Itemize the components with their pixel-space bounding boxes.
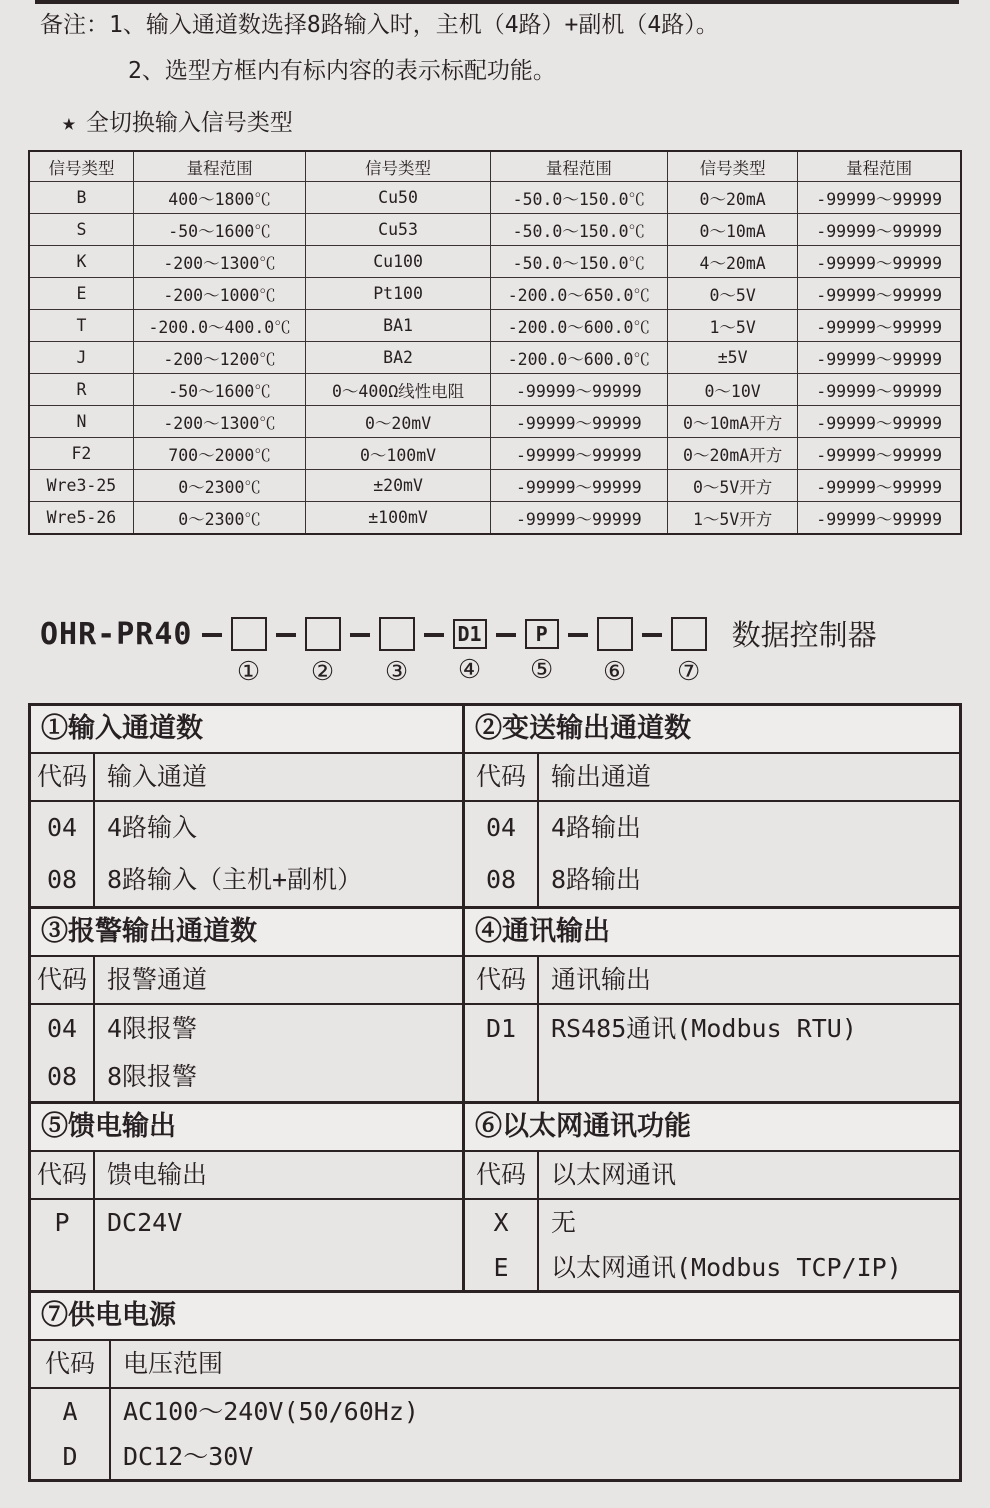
desc-column xyxy=(539,1200,959,1290)
code-box-3 xyxy=(379,617,415,651)
signal-header-row xyxy=(29,151,961,182)
signal-header-cell: 信号类型 xyxy=(29,151,133,182)
signal-cell: -99999～99999 xyxy=(798,406,961,438)
desc-column xyxy=(95,802,462,906)
dash xyxy=(202,633,222,637)
signal-cell: -200～1300℃ xyxy=(133,246,305,278)
signal-row xyxy=(29,374,961,406)
table-body xyxy=(465,802,959,906)
signal-cell: 0～20mA开方 xyxy=(667,438,797,470)
dash xyxy=(350,633,370,637)
code-column xyxy=(465,802,539,906)
selection-row-3 xyxy=(31,1101,959,1290)
code-value: 04 xyxy=(46,1014,78,1043)
table-title: ③报警输出通道数 xyxy=(31,909,462,957)
signal-cell: 0～100mV xyxy=(306,438,491,470)
signal-row xyxy=(29,342,961,374)
signal-header-cell: 量程范围 xyxy=(133,151,305,182)
table-header-row xyxy=(465,957,959,1005)
table-header-row xyxy=(31,1341,959,1389)
signal-row xyxy=(29,214,961,246)
signal-cell: Wre5-26 xyxy=(29,502,133,535)
table-title: ⑤馈电输出 xyxy=(31,1104,462,1152)
signal-cell: ±20mV xyxy=(306,470,491,502)
signal-row xyxy=(29,182,961,214)
code-value: 08 xyxy=(46,1062,78,1091)
table-alarm-output-channels xyxy=(31,909,462,1101)
table-title: ④通讯输出 xyxy=(465,909,959,957)
note-2-text: 2、选型方框内有标内容的表示标配功能。 xyxy=(128,58,556,84)
table-input-channels xyxy=(31,706,462,906)
code-position-3 xyxy=(379,617,415,686)
code-position-6 xyxy=(597,617,633,686)
code-column xyxy=(31,1389,111,1479)
table-body xyxy=(31,1389,959,1479)
signal-cell: -99999～99999 xyxy=(490,406,667,438)
signal-cell: 4～20mA xyxy=(667,246,797,278)
code-header: 代码 xyxy=(31,1341,111,1387)
notes-block xyxy=(40,10,719,86)
signal-cell: -50～1600℃ xyxy=(133,374,305,406)
signal-header-cell: 信号类型 xyxy=(306,151,491,182)
signal-cell: ±5V xyxy=(667,342,797,374)
desc-header: 输出通道 xyxy=(551,762,652,791)
product-name: 数据控制器 xyxy=(731,618,877,652)
code-value: 04 xyxy=(46,813,78,842)
signal-cell: -99999～99999 xyxy=(490,438,667,470)
desc-column xyxy=(95,1200,462,1290)
signal-row xyxy=(29,406,961,438)
desc-value: DC12～30V xyxy=(123,1442,254,1471)
signal-header-cell: 量程范围 xyxy=(490,151,667,182)
signal-cell: -99999～99999 xyxy=(798,310,961,342)
signal-cell: 1～5V开方 xyxy=(667,502,797,535)
signal-cell: 0～10mA开方 xyxy=(667,406,797,438)
circled-number-3: ③ xyxy=(384,657,409,687)
code-position-4 xyxy=(453,617,487,684)
selection-cell xyxy=(31,1104,465,1290)
selection-row-1 xyxy=(31,706,959,906)
code-value: 04 xyxy=(485,813,517,842)
desc-value: 8限报警 xyxy=(107,1062,198,1091)
dash xyxy=(276,633,296,637)
desc-value: 8路输出 xyxy=(551,865,642,894)
desc-header: 输入通道 xyxy=(107,762,208,791)
note-line-1 xyxy=(40,10,719,40)
code-box-1 xyxy=(231,617,267,651)
signal-row xyxy=(29,310,961,342)
signal-row xyxy=(29,278,961,310)
signal-cell: J xyxy=(29,342,133,374)
dash xyxy=(496,633,516,637)
selection-cell xyxy=(31,909,465,1101)
table-title: ⑦供电电源 xyxy=(31,1293,959,1341)
code-position-2 xyxy=(305,617,341,686)
code-column xyxy=(465,1005,539,1101)
signal-cell: -50.0～150.0℃ xyxy=(490,182,667,214)
table-body xyxy=(465,1200,959,1290)
code-header: 代码 xyxy=(31,957,95,1003)
notes-label: 备注： xyxy=(40,12,109,38)
signal-cell: -99999～99999 xyxy=(798,342,961,374)
note-line-2 xyxy=(40,56,719,86)
dash xyxy=(642,633,662,637)
signal-cell: E xyxy=(29,278,133,310)
code-value: 08 xyxy=(46,865,78,894)
signal-cell: R xyxy=(29,374,133,406)
circled-number-1: ① xyxy=(236,657,261,687)
selection-cell xyxy=(465,706,959,906)
signal-cell: 0～5V开方 xyxy=(667,470,797,502)
signal-cell: -99999～99999 xyxy=(798,278,961,310)
table-header-row xyxy=(31,754,462,802)
code-box-4: D1 xyxy=(453,619,487,649)
signal-cell: -99999～99999 xyxy=(490,374,667,406)
signal-cell: -200.0～400.0℃ xyxy=(133,310,305,342)
signal-header-cell: 信号类型 xyxy=(667,151,797,182)
desc-header: 电压范围 xyxy=(123,1349,224,1378)
signal-cell: -50.0～150.0℃ xyxy=(490,246,667,278)
desc-column xyxy=(95,1005,462,1101)
signal-cell: -99999～99999 xyxy=(798,502,961,535)
desc-value: 以太网通讯(Modbus TCP/IP) xyxy=(551,1253,902,1282)
signal-section-heading xyxy=(62,104,293,137)
signal-cell: -99999～99999 xyxy=(490,502,667,535)
signal-cell: Cu100 xyxy=(306,246,491,278)
desc-column xyxy=(539,1005,959,1101)
signal-cell: -200～1000℃ xyxy=(133,278,305,310)
code-position-5 xyxy=(525,617,559,684)
circled-number-7: ⑦ xyxy=(676,657,701,687)
selection-cell xyxy=(465,1104,959,1290)
table-feed-output xyxy=(31,1104,462,1290)
code-box-7 xyxy=(671,617,707,651)
desc-header: 通讯输出 xyxy=(551,965,652,994)
table-title: ②变送输出通道数 xyxy=(465,706,959,754)
table-body xyxy=(465,1005,959,1101)
table-header-row xyxy=(31,1152,462,1200)
desc-value: 4限报警 xyxy=(107,1014,198,1043)
signal-row xyxy=(29,502,961,535)
signal-row xyxy=(29,246,961,278)
signal-cell: 0～20mA xyxy=(667,182,797,214)
table-communication-output xyxy=(465,909,959,1101)
signal-header-cell: 量程范围 xyxy=(798,151,961,182)
code-header: 代码 xyxy=(465,754,539,800)
signal-cell: Pt100 xyxy=(306,278,491,310)
signal-cell: 0～5V xyxy=(667,278,797,310)
table-body xyxy=(31,802,462,906)
dash xyxy=(424,633,444,637)
model-prefix: OHR-PR40 xyxy=(40,617,193,652)
signal-cell: -200.0～600.0℃ xyxy=(490,342,667,374)
selection-cell xyxy=(31,706,465,906)
signal-cell: 0～20mV xyxy=(306,406,491,438)
desc-value: 无 xyxy=(551,1208,577,1237)
signal-cell: -50～1600℃ xyxy=(133,214,305,246)
signal-cell: BA2 xyxy=(306,342,491,374)
code-column xyxy=(31,1005,95,1101)
signal-cell: 0～10mA xyxy=(667,214,797,246)
circled-number-6: ⑥ xyxy=(602,657,627,687)
desc-column xyxy=(111,1389,959,1479)
table-title: ⑥以太网通讯功能 xyxy=(465,1104,959,1152)
code-column xyxy=(465,1200,539,1290)
signal-cell: 700～2000℃ xyxy=(133,438,305,470)
code-value: D xyxy=(62,1442,78,1471)
desc-value: AC100～240V(50/60Hz) xyxy=(123,1397,419,1426)
star-icon: ★ xyxy=(62,110,76,136)
desc-column xyxy=(539,802,959,906)
signal-cell: -200～1300℃ xyxy=(133,406,305,438)
table-header-row xyxy=(31,957,462,1005)
signal-cell: B xyxy=(29,182,133,214)
table-transmit-output-channels xyxy=(465,706,959,906)
signal-row xyxy=(29,438,961,470)
code-value: D1 xyxy=(485,1014,517,1043)
dash xyxy=(568,633,588,637)
signal-cell: Cu50 xyxy=(306,182,491,214)
signal-cell: -99999～99999 xyxy=(798,470,961,502)
signal-cell: -99999～99999 xyxy=(798,438,961,470)
code-header: 代码 xyxy=(31,1152,95,1198)
code-box-6 xyxy=(597,617,633,651)
code-value: P xyxy=(54,1208,70,1237)
signal-cell: ±100mV xyxy=(306,502,491,535)
circled-number-2: ② xyxy=(310,657,335,687)
code-header: 代码 xyxy=(31,754,95,800)
code-position-7 xyxy=(671,617,707,686)
signal-cell: 0～10V xyxy=(667,374,797,406)
desc-header: 以太网通讯 xyxy=(551,1160,677,1189)
selection-cell xyxy=(31,1293,959,1479)
desc-value: 8路输入（主机+副机） xyxy=(107,865,363,894)
table-ethernet-function xyxy=(465,1104,959,1290)
desc-header: 报警通道 xyxy=(107,965,208,994)
signal-cell: F2 xyxy=(29,438,133,470)
code-value: E xyxy=(493,1253,509,1282)
desc-value: DC24V xyxy=(107,1208,183,1237)
selection-tables xyxy=(28,703,962,1482)
signal-cell: T xyxy=(29,310,133,342)
signal-cell: Cu53 xyxy=(306,214,491,246)
signal-cell: 0～2300℃ xyxy=(133,502,305,535)
signal-cell: BA1 xyxy=(306,310,491,342)
code-position-1 xyxy=(231,617,267,686)
code-value: 08 xyxy=(485,865,517,894)
signal-cell: -99999～99999 xyxy=(490,470,667,502)
signal-cell: 0～2300℃ xyxy=(133,470,305,502)
table-body xyxy=(31,1200,462,1290)
signal-cell: -99999～99999 xyxy=(798,374,961,406)
code-value: X xyxy=(493,1208,509,1237)
table-title: ①输入通道数 xyxy=(31,706,462,754)
circled-number-5: ⑤ xyxy=(529,655,554,685)
table-header-row xyxy=(465,1152,959,1200)
code-header: 代码 xyxy=(465,957,539,1003)
desc-value: 4路输出 xyxy=(551,813,642,842)
desc-value: 4路输入 xyxy=(107,813,198,842)
code-header: 代码 xyxy=(465,1152,539,1198)
signal-cell: S xyxy=(29,214,133,246)
desc-value: RS485通讯(Modbus RTU) xyxy=(551,1014,857,1043)
signal-cell: 0～400Ω线性电阻 xyxy=(306,374,491,406)
code-value: A xyxy=(62,1397,78,1426)
signal-cell: -99999～99999 xyxy=(798,182,961,214)
desc-header: 馈电输出 xyxy=(107,1160,208,1189)
signal-table xyxy=(28,150,962,535)
code-column xyxy=(31,1200,95,1290)
signal-row xyxy=(29,470,961,502)
signal-cell: -99999～99999 xyxy=(798,246,961,278)
table-body xyxy=(31,1005,462,1101)
ordering-code xyxy=(40,617,877,686)
table-header-row xyxy=(465,754,959,802)
signal-cell: N xyxy=(29,406,133,438)
code-box-2 xyxy=(305,617,341,651)
signal-cell: -200.0～650.0℃ xyxy=(490,278,667,310)
signal-cell: -200～1200℃ xyxy=(133,342,305,374)
table-power-supply xyxy=(31,1293,959,1479)
signal-cell: Wre3-25 xyxy=(29,470,133,502)
signal-cell: 400～1800℃ xyxy=(133,182,305,214)
selection-cell xyxy=(465,909,959,1101)
code-column xyxy=(31,802,95,906)
code-box-5: P xyxy=(525,619,559,649)
selection-row-2 xyxy=(31,906,959,1101)
signal-cell: K xyxy=(29,246,133,278)
signal-section-title: 全切换输入信号类型 xyxy=(85,110,293,136)
signal-cell: 1～5V xyxy=(667,310,797,342)
top-rule xyxy=(35,0,959,4)
signal-cell: -200.0～600.0℃ xyxy=(490,310,667,342)
selection-row-4 xyxy=(31,1290,959,1479)
signal-cell: -50.0～150.0℃ xyxy=(490,214,667,246)
circled-number-4: ④ xyxy=(457,655,482,685)
note-1-text: 1、输入通道数选择8路输入时，主机（4路）+副机（4路）。 xyxy=(109,12,719,38)
signal-cell: -99999～99999 xyxy=(798,214,961,246)
